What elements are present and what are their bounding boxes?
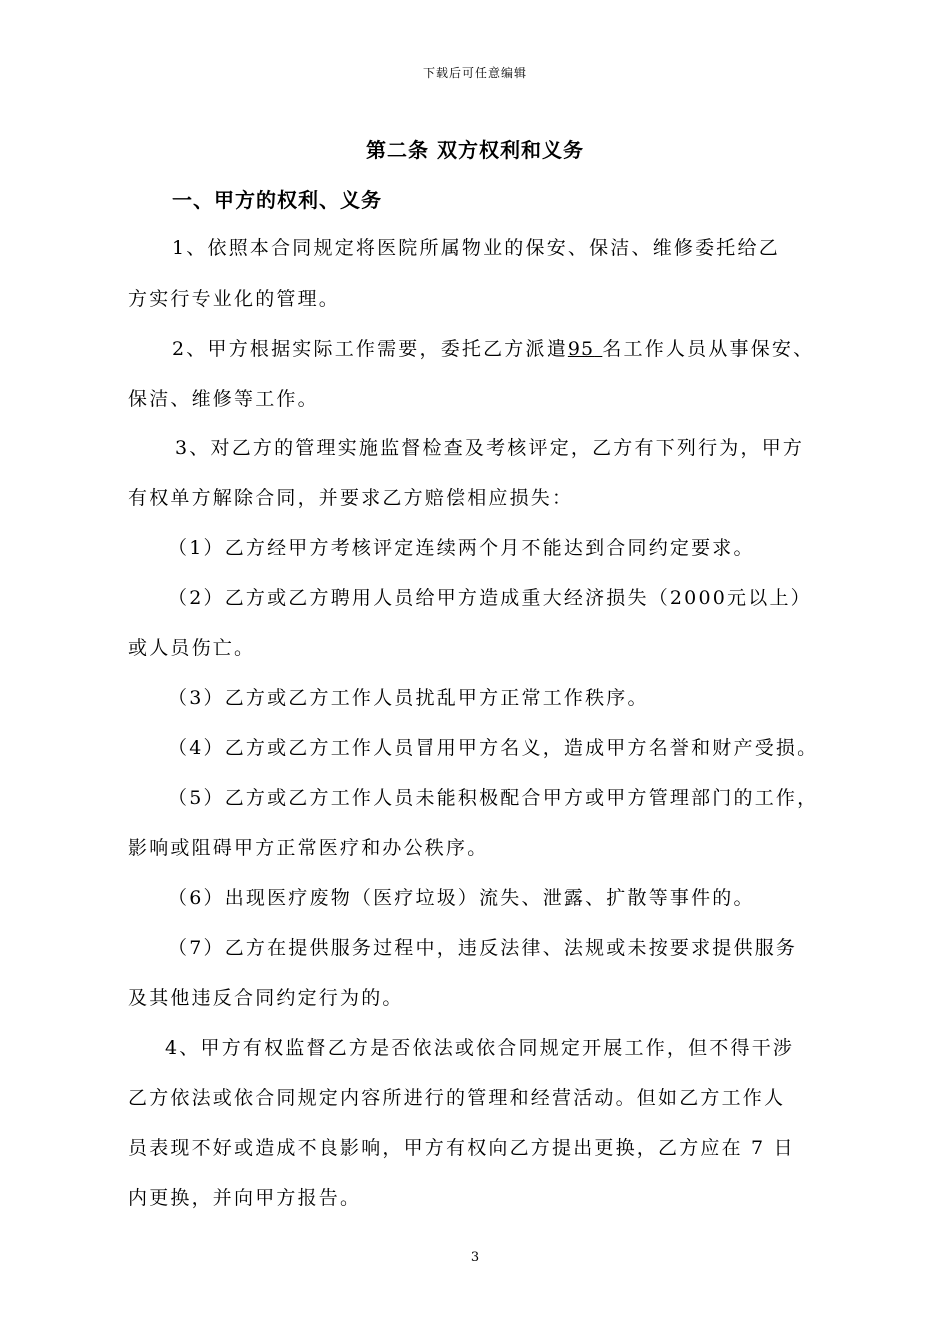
paragraph-line (172, 335, 814, 363)
list-item: （7）乙方在提供服务过程中，违反法律、法规或未按要求提供服务 (168, 937, 798, 959)
paragraph-line: 影响或阻碍甲方正常医疗和办公秩序。 (128, 837, 489, 859)
clause-2-text-b: 名工作人员从事保安、 (602, 338, 815, 360)
paragraph-line: 1、依照本合同规定将医院所属物业的保安、保洁、维修委托给乙 (172, 237, 780, 259)
page-number: 3 (470, 1250, 480, 1265)
paragraph-line: 4、甲方有权监督乙方是否依法或依合同规定开展工作，但不得干涉 (165, 1037, 795, 1059)
paragraph-line: 方实行专业化的管理。 (128, 288, 341, 310)
article-title: 第二条 双方权利和义务 (366, 138, 584, 162)
paragraph-line: 乙方依法或依合同规定内容所进行的管理和经营活动。但如乙方工作人 (128, 1087, 786, 1109)
paragraph-line: 3、对乙方的管理实施监督检查及考核评定，乙方有下列行为，甲方 (175, 437, 805, 459)
list-item: （3）乙方或乙方工作人员扰乱甲方正常工作秩序。 (168, 687, 649, 709)
paragraph-line: 保洁、维修等工作。 (128, 388, 319, 410)
list-item: （5）乙方或乙方工作人员未能积极配合甲方或甲方管理部门的工作， (168, 787, 819, 809)
paragraph-line: 员表现不好或造成不良影响，甲方有权向乙方提出更换，乙方应在 7 日 (128, 1137, 795, 1159)
paragraph-line: 有权单方解除合同，并要求乙方赔偿相应损失： (128, 487, 574, 509)
clause-2-text-a: 2、甲方根据实际工作需要，委托乙方派遣 (172, 338, 568, 360)
list-item: （6）出现医疗废物（医疗垃圾）流失、泄露、扩散等事件的。 (168, 887, 755, 909)
paragraph-line: 或人员伤亡。 (128, 637, 256, 659)
page-header: 下载后可任意编辑 (422, 66, 527, 80)
paragraph-line: 及其他违反合同约定行为的。 (128, 987, 404, 1009)
list-item: （4）乙方或乙方工作人员冒用甲方名义，造成甲方名誉和财产受损。 (168, 737, 819, 759)
list-item: （1）乙方经甲方考核评定连续两个月不能达到合同约定要求。 (168, 537, 755, 559)
staff-count-value: 95 (567, 338, 595, 360)
list-item: （2）乙方或乙方聘用人员给甲方造成重大经济损失（2000元以上） (168, 587, 812, 609)
section-heading: 一、甲方的权利、义务 (172, 188, 382, 212)
paragraph-line: 内更换，并向甲方报告。 (128, 1187, 362, 1209)
